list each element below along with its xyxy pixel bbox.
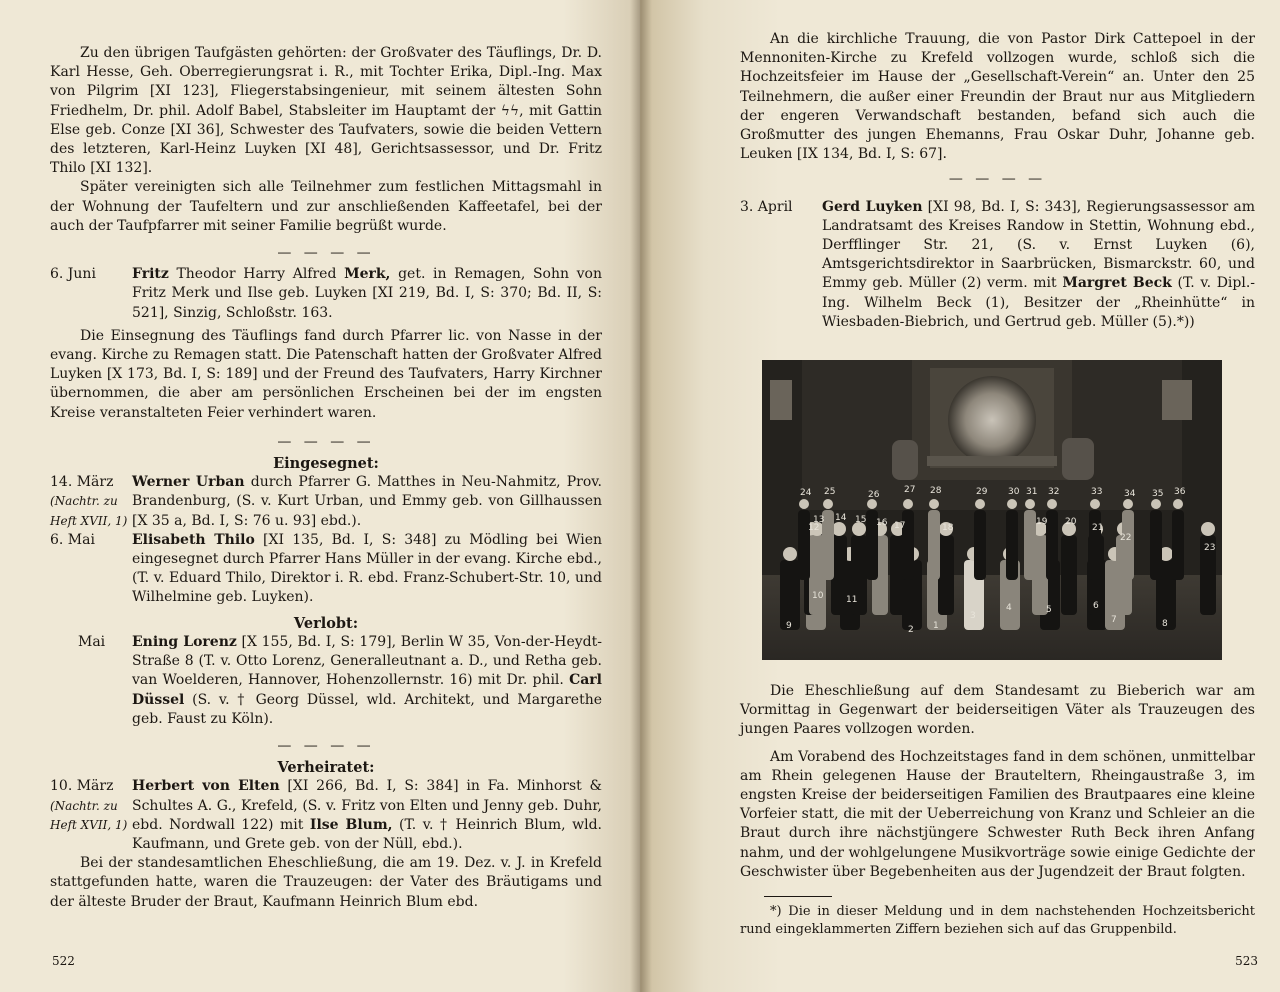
- entry-date: 14. März: [50, 474, 114, 491]
- entry-name: Herbert von Elten: [132, 778, 280, 795]
- photo-person-head: [1025, 499, 1035, 509]
- entry-lorenz: Mai Ening Lorenz [X 155, Bd. I, S: 179], Berlin W 35, Von-der-Heydt-Straße 8 (T. v. Otto Lorenz, Generalleutnant a. D., und Retha geb. van Woelderen, Hannover, Hohenzollernstr. 16) mit Dr. phil. Carl Düssel (S. v. † Georg Düssel, wld. Architekt, und Margarethe geb. Faust zu Köln).: [50, 633, 602, 729]
- entry-elten: 10. März (Nachtr. zu Heft XVII, 1) Herbert von Elten [XI 266, Bd. I, S: 384] in Fa. Minhorst & Schultes A. G., Krefeld, (S. v. Fritz von Elten und Jenny geb. Duhr, ebd. Nordwall 122) mit Ilse Blum, (T. v. † Heinrich Blum, wld. Kaufmann, und Grete geb. von der Nüll, ebd.).: [50, 778, 602, 852]
- paragraph-trauung: An die kirchliche Trauung, die von Pastor Dirk Cattepoel in der Mennoniten-Kirche zu Krefeld vollzogen wurde, schloß sich die Hochzeitsfeier im Hause der „Gesellschaft-Verein“ an. Unter den 25 Teilnehmern, die außer einer Freundin der Braut nur aus Mitgliedern der engeren Verwandschaft bestanden, befand sich auch die Großmutter des jungen Ehemanns, Frau Oskar Duhr, Johanne geb. Leuken [IX 134, Bd. I, S: 67].: [740, 31, 1255, 163]
- photo-person: [928, 510, 940, 580]
- photo-person: [1024, 510, 1036, 580]
- photo-number-label: 29: [976, 487, 988, 498]
- entry-name-2: Carl Düssel: [132, 672, 603, 708]
- entry-thilo: 6. Mai Elisabeth Thilo [XI 135, Bd. I, S: 348] zu Mödling bei Wien eingesegnet durch Pfarrer Hans Müller in der evang. Kirche ebd., (T. v. Eduard Thilo, Direktor i. R. ebd. Franz-Schubert-Str. 10, und Wilhelmine geb. Luyken).: [50, 531, 602, 608]
- entry-merk: 6. Juni Fritz Theodor Harry Alfred Merk, get. in Remagen, Sohn von Fritz Merk und Ilse geb. Luyken [XI 219, Bd. I, S: 370; Bd. II, S: 521], Sinzig, Schloßstr. 163.: [50, 265, 602, 323]
- photo-person-head: [903, 499, 913, 509]
- photo-number-label: 30: [1008, 487, 1020, 498]
- photo-person: [938, 535, 954, 615]
- entry-note: (Nachtr. zu: [50, 798, 118, 813]
- heading-eingesegnet: Eingesegnet:: [273, 455, 379, 473]
- entry-note: (Nachtr. zu: [50, 494, 118, 509]
- photo-person: [1061, 535, 1077, 615]
- entry-date: 6. Juni: [50, 266, 96, 283]
- photo-person: [1046, 510, 1058, 580]
- paragraph-standesamt: Die Eheschließung auf dem Standesamt zu Bieberich war am Vormittag in Gegenwart der beiderseitigen Väter als Trauzeugen des jungen Paares vollzogen worden.: [740, 683, 1255, 738]
- photo-person-head: [1151, 499, 1161, 509]
- photo-number-label: 18: [942, 523, 954, 534]
- entry-name: Gerd Luyken: [822, 198, 923, 215]
- photo-number-label: 21: [1092, 523, 1104, 534]
- photo-person-head: [867, 499, 877, 509]
- entry-surname: Merk,: [344, 266, 391, 283]
- entry-name: Elisabeth Thilo: [132, 531, 255, 548]
- photo-person-head: [1090, 499, 1100, 509]
- separator: — — — —: [277, 433, 375, 450]
- photo-number-label: 28: [930, 486, 942, 497]
- photo-number-label: 19: [1036, 517, 1048, 528]
- photo-person-head: [975, 499, 985, 509]
- paragraph-einsegnung: Die Einsegnung des Täuflings fand durch Pfarrer lic. von Nasse in der evang. Kirche zu Remagen statt. Die Patenschaft hatten der Großvater Alfred Luyken [X 173, Bd. I, S: 189] und der Freund des Taufvaters, Harry Kirchner übernommen, die aber am persönlichen Erscheinen bei der im engsten Kreise veranstalteten Feier verhindert waren.: [50, 327, 602, 421]
- entry-date: Mai: [78, 633, 106, 650]
- entry-luyken: 3. April Gerd Luyken [XI 98, Bd. I, S: 343], Regierungsassessor am Landratsamt des Kreises Randow in Stettin, Wohnung ebd., Derfflinger Str. 21, (S. v. Ernst Luyken (6), Amtsgerichtsdirektor in Saarbrücken, Bismarckstr. 60, und Emmy geb. Müller (2) verm. mit Margret Beck (T. v. Dipl.-Ing. Wilhelm Beck (1), Besitzer der „Rheinhütte“ in Wiesbaden-Biebrich, und Gertrud geb. Müller (5).*)): [740, 198, 1255, 332]
- photo-number-label: 17: [894, 521, 906, 532]
- photo-number-label: 13: [813, 515, 825, 526]
- photo-number-label: 15: [855, 515, 867, 526]
- photo-number-label: 20: [1065, 517, 1077, 528]
- photo-number-label: 25: [824, 487, 836, 498]
- entry-note: Heft XVII, 1): [50, 513, 128, 528]
- photo-person-head: [832, 522, 846, 536]
- photo-person-head: [1123, 499, 1133, 509]
- photo-number-label: 12: [808, 523, 820, 534]
- photo-person-head: [823, 499, 833, 509]
- wedding-group-photo: [762, 360, 1222, 660]
- entry-name: Fritz: [132, 266, 169, 283]
- photo-person-head: [1007, 499, 1017, 509]
- photo-number-label: 31: [1026, 487, 1038, 498]
- photo-number-label: 2: [908, 625, 914, 636]
- photo-number-label: 23: [1204, 543, 1216, 554]
- photo-person-head: [929, 499, 939, 509]
- photo-number-label: 7: [1111, 615, 1117, 626]
- footnote-rule: [764, 896, 832, 897]
- entry-name: Ening Lorenz: [132, 633, 237, 650]
- photo-number-label: 27: [904, 485, 916, 496]
- entry-name-2: Margret Beck: [1062, 275, 1172, 292]
- photo-number-label: 33: [1091, 487, 1103, 498]
- photo-number-label: 24: [800, 488, 812, 499]
- entry-date: 10. März: [50, 778, 114, 795]
- entry-urban: 14. März (Nachtr. zu Heft XVII, 1) Werner Urban durch Pfarrer G. Matthes in Neu-Nahmitz, Prov. Brandenburg, (S. v. Kurt Urban, und Emmy geb. von Gillhaussen [X 35 a, Bd. I, S: 76 u. 93] ebd.).: [50, 473, 602, 531]
- photo-person-head: [1173, 499, 1183, 509]
- paragraph-standesamt: Bei der standesamtlichen Eheschließung, die am 19. Dez. v. J. in Krefeld stattgefunden hatte, waren die Trauzeugen: der Vater des Bräutigams und der älteste Bruder der Braut, Kaufmann Heinrich Blum ebd.: [50, 855, 602, 910]
- photo-person-head: [799, 499, 809, 509]
- photo-number-label: 26: [868, 490, 880, 501]
- photo-number-label: 6: [1093, 601, 1099, 612]
- paragraph-taufgaeste: Zu den übrigen Taufgästen gehörten: der Großvater des Täuflings, Dr. D. Karl Hesse, Geh. Oberregierungsrat i. R., mit Tochter Erika, Dipl.-Ing. Max von Pilgrim [XI 123], Fliegerstabsingenieur, mit seinem ältesten Sohn Friedhelm, Dr. phil. Adolf Babel, Stabsleiter im Hauptamt der ϟϟ, mit Gattin Else geb. Conze [XI 36], Schwester des Taufvaters, sowie die beiden Vettern des letzteren, Karl-Heinz Luyken [XI 48], Gerichtsassessor, und Dr. Fritz Thilo [XI 132].: [50, 45, 602, 177]
- photo-person: [1006, 510, 1018, 580]
- photo-person: [974, 510, 986, 580]
- photo-person: [1089, 510, 1104, 580]
- photo-number-label: 16: [876, 518, 888, 529]
- entry-note: Heft XVII, 1): [50, 817, 128, 832]
- photo-number-label: 36: [1174, 487, 1186, 498]
- separator: — — — —: [948, 171, 1047, 188]
- photo-number-label: 9: [786, 621, 792, 632]
- footnote: *) Die in dieser Meldung und in dem nachstehenden Hochzeitsbericht rund eingeklammerten Ziffern beziehen sich auf das Gruppenbild.: [740, 904, 1255, 938]
- paragraph-mittagsmahl: Später vereinigten sich alle Teilnehmer zum festlichen Mittagsmahl in der Wohnung der Taufeltern und zur anschließenden Kaffeetafel, bei der auch der Taufpfarrer mit seiner Familie begrüßt wurde.: [50, 179, 602, 234]
- photo-number-label: 4: [1006, 603, 1012, 614]
- photo-number-label: 3: [970, 611, 976, 622]
- photo-number-label: 34: [1124, 489, 1136, 500]
- right-page: [640, 0, 1280, 992]
- group-photo-image: [762, 360, 1222, 660]
- photo-person: [1172, 510, 1184, 580]
- photo-number-label: 5: [1046, 605, 1052, 616]
- photo-number-label: 11: [846, 595, 858, 606]
- photo-number-label: 14: [835, 513, 847, 524]
- entry-name-2: Ilse Blum,: [309, 816, 393, 833]
- photo-person: [1150, 510, 1162, 580]
- photo-number-label: 35: [1152, 489, 1164, 500]
- photo-person-head: [1047, 499, 1057, 509]
- photo-number-label: 8: [1162, 619, 1168, 630]
- heading-verheiratet: Verheiratet:: [277, 759, 375, 777]
- photo-number-label: 22: [1120, 533, 1132, 544]
- separator: — — — —: [277, 245, 375, 262]
- heading-verlobt: Verlobt:: [293, 614, 359, 632]
- photo-number-label: 32: [1048, 487, 1060, 498]
- photo-person-head: [1201, 522, 1215, 536]
- photo-person: [1122, 510, 1134, 580]
- entry-date: 3. April: [740, 198, 793, 215]
- book-gutter: [630, 0, 652, 992]
- photo-number-label: 1: [933, 621, 939, 632]
- paragraph-vorabend: Am Vorabend des Hochzeitstages fand in dem schönen, unmittelbar am Rhein gelegenen Hause der Brauteltern, Rheingaustraße 3, im engsten Kreise der beiderseitigen Familien des Brautpaares eine kleine Vorfeier statt, die mit der Ueberreichung von Kranz und Schleier an die Braut durch ihre nächstjüngere Schwester Ruth Beck ihren Anfang nahm, und der wohlgelungene Musikvorträge sowie einige Gedichte der Geschwister über Begebenheiten aus der Jugendzeit der Braut folgten.: [740, 748, 1255, 880]
- entry-name: Werner Urban: [132, 474, 245, 491]
- photo-person-head: [783, 547, 797, 561]
- page-number: 522: [52, 954, 75, 968]
- entry-date: 6. Mai: [50, 531, 95, 548]
- page-number: 523: [1235, 954, 1258, 968]
- separator: — — — —: [277, 737, 375, 754]
- photo-person: [798, 510, 810, 580]
- photo-person: [780, 560, 800, 630]
- photo-number-label: 10: [812, 591, 824, 602]
